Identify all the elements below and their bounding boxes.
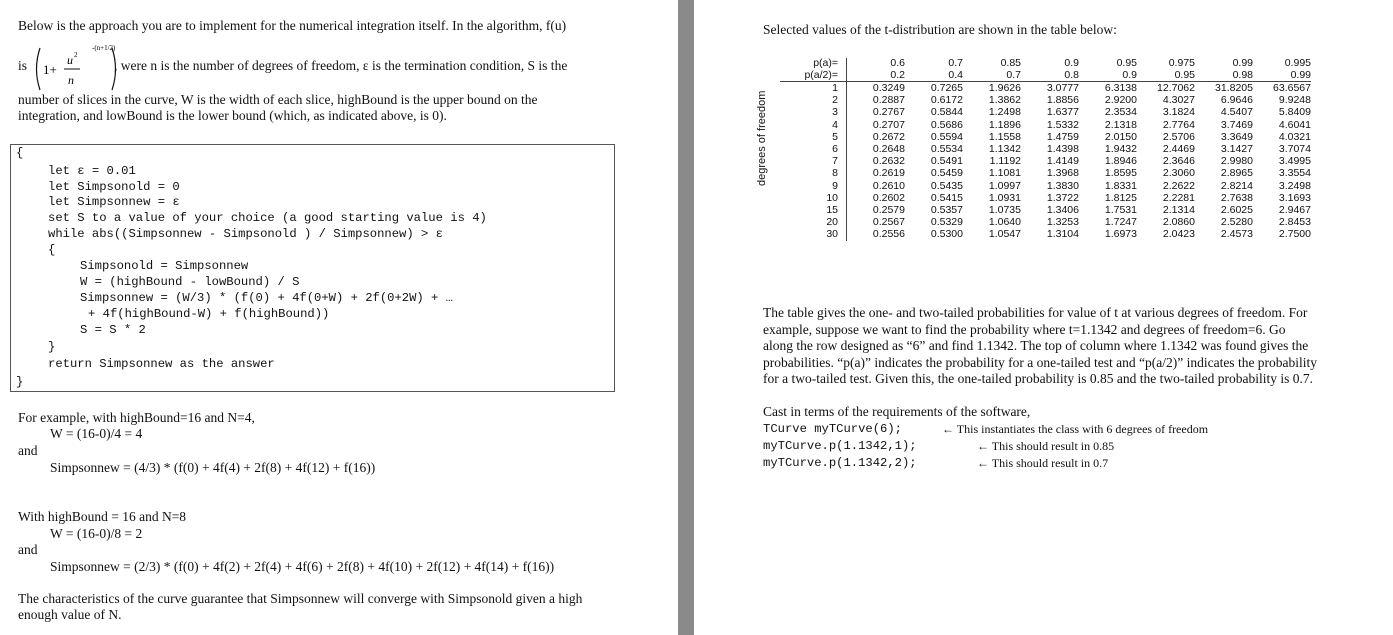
- formula-num: u: [67, 53, 73, 67]
- header-cell: 0.99: [1253, 70, 1311, 82]
- header-cell: 0.2: [847, 70, 906, 82]
- table-cell: 4.5407: [1220, 106, 1253, 119]
- table-cell: 1.3830: [1046, 179, 1079, 192]
- table-row: [780, 131, 1311, 143]
- left-page: [0, 0, 678, 635]
- table-cell: 1.3406: [1046, 204, 1079, 217]
- table-cell: 1.8946: [1104, 155, 1137, 168]
- table-cell: 1.1192: [989, 155, 1021, 168]
- page-gutter: [678, 0, 694, 635]
- code-line: set S to a value of your choice (a good starting value is 4): [48, 211, 487, 225]
- table-cell: 0.2632: [872, 155, 905, 168]
- code-line: + 4f(highBound-W) + f(highBound)): [88, 307, 330, 321]
- table-cell: 1.7531: [1104, 204, 1137, 217]
- code-line: let Simpsonold = 0: [48, 180, 180, 194]
- table-row: [780, 216, 1311, 228]
- table-cell: 0.2767: [872, 106, 905, 119]
- table-cell: 2.3646: [1162, 155, 1195, 168]
- table-cell: 0.2619: [872, 167, 905, 180]
- code-line: W = (highBound - lowBound) / S: [80, 275, 300, 289]
- code-line: {: [48, 243, 56, 257]
- table-cell: 0.5357: [930, 204, 963, 217]
- table-cell: 4.3027: [1162, 94, 1195, 107]
- header-cell: 0.99: [1232, 57, 1253, 69]
- table-cell: 1.3722: [1046, 191, 1079, 204]
- table-row: [780, 204, 1311, 216]
- table-row: [780, 94, 1311, 106]
- header-cell: 0.7: [963, 70, 1021, 82]
- table-cell: 63.6567: [1273, 82, 1311, 94]
- explanation-line: along the row designed as “6” and find 1.1342. The top of column where 1.1342 was found gives the: [763, 338, 1309, 353]
- table-cell: 0.2556: [872, 228, 905, 241]
- table-cell: 2.9200: [1104, 94, 1137, 107]
- table-cell: 0.5329: [930, 216, 963, 229]
- t-distribution-table: [780, 58, 1311, 241]
- header-cell: 0.9: [1079, 70, 1137, 82]
- table-cell: 2.1318: [1104, 118, 1137, 131]
- table-cell: 0.5594: [930, 130, 963, 143]
- table-cell: 5.8409: [1278, 106, 1311, 119]
- table-cell: 4.0321: [1278, 130, 1311, 143]
- table-cell: 3.0777: [1046, 82, 1079, 94]
- example2-line2: W = (16-0)/8 = 2: [50, 526, 143, 541]
- table-cell: 3.3554: [1278, 167, 1311, 180]
- df-cell: 9: [780, 180, 847, 192]
- table-cell: 1.2498: [988, 106, 1021, 119]
- table-cell: 2.4573: [1220, 228, 1253, 241]
- table-cell: 0.2887: [872, 94, 905, 107]
- table-cell: 3.1824: [1162, 106, 1195, 119]
- table-row: [780, 167, 1311, 179]
- table-row: [780, 180, 1311, 192]
- df-cell: 5: [780, 131, 847, 143]
- table-cell: 1.9626: [988, 82, 1021, 94]
- header-cell: 0.8: [1021, 70, 1079, 82]
- table-cell: 2.1314: [1162, 204, 1195, 217]
- table-row: [780, 228, 1311, 240]
- table-cell: 2.9980: [1220, 155, 1253, 168]
- table-cell: 1.0547: [988, 228, 1021, 241]
- table-cell: 2.7764: [1162, 118, 1195, 131]
- and-word: and: [18, 542, 38, 557]
- code-example-note: ← This should result in 0.7: [977, 456, 1109, 470]
- explanation-line: for a two-tailed test. Given this, the one-tailed probability is 0.85 and the two-tailed probability is 0.7.: [763, 371, 1314, 386]
- formula-num-exp: 2: [74, 51, 78, 59]
- code-line: Simpsonnew = (W/3) * (f(0) + 4f(0+W) + 2f(0+2W) + …: [80, 291, 453, 305]
- header-cell: 0.95: [1137, 70, 1195, 82]
- example1-line1: For example, with highBound=16 and N=4,: [18, 410, 255, 425]
- header-cell: 0.85: [1000, 57, 1021, 69]
- degrees-of-freedom-label: degrees of freedom: [756, 90, 768, 186]
- table-cell: 1.1896: [988, 118, 1021, 131]
- table-cell: 3.1693: [1278, 191, 1311, 204]
- table-cell: 1.8595: [1104, 167, 1137, 180]
- header-cell: 0.95: [1116, 57, 1137, 69]
- code-line: S = S * 2: [80, 323, 146, 337]
- table-cell: 1.8125: [1104, 191, 1137, 204]
- header-label: p(a/2)=: [780, 70, 847, 82]
- table-row: [780, 106, 1311, 118]
- table-cell: 0.5534: [930, 143, 963, 156]
- table-cell: 2.2281: [1162, 191, 1195, 204]
- intro-text: Below is the approach you are to implement for the numerical integration itself. In the algorithm, f(u): [18, 18, 567, 33]
- para2-line2: integration, and lowBound is the lower bound (which, as indicated above, is 0).: [18, 108, 447, 123]
- code-close-brace: }: [16, 375, 24, 389]
- header-row-p-a: [780, 58, 1311, 70]
- code-example-note: ← This instantiates the class with 6 degrees of freedom: [942, 422, 1209, 436]
- example1-line3: Simpsonnew = (4/3) * (f(0) + 4f(4) + 2f(8) + 4f(12) + f(16)): [50, 460, 376, 475]
- code-example: myTCurve.p(1.1342,2);: [763, 456, 917, 470]
- table-cell: 2.3060: [1162, 167, 1195, 180]
- para2-line1: number of slices in the curve, W is the width of each slice, highBound is the upper bound on the: [18, 92, 538, 107]
- explanation-line: The table gives the one- and two-tailed probabilities for value of t at various degrees of freedom. For: [763, 305, 1308, 320]
- header-cell: 0.7: [948, 57, 963, 69]
- table-cell: 0.3249: [872, 82, 905, 94]
- code-line: }: [48, 340, 56, 354]
- table-cell: 1.9432: [1104, 143, 1137, 156]
- table-cell: 3.3649: [1220, 130, 1253, 143]
- table-cell: 0.2672: [872, 130, 905, 143]
- table-row: [780, 143, 1311, 155]
- table-cell: 2.2622: [1162, 179, 1195, 192]
- df-cell: 15: [780, 204, 847, 216]
- code-example: myTCurve.p(1.1342,1);: [763, 439, 917, 453]
- table-cell: 1.6973: [1104, 228, 1137, 241]
- table-cell: 1.1342: [988, 143, 1021, 156]
- table-cell: 2.8214: [1220, 179, 1253, 192]
- table-cell: 1.8331: [1104, 179, 1137, 192]
- table-cell: 2.7638: [1220, 191, 1253, 204]
- table-cell: 2.3534: [1104, 106, 1137, 119]
- df-cell: 20: [780, 216, 847, 228]
- conclusion-line1: The characteristics of the curve guarantee that Simpsonnew will converge with Simpsonold given a high: [18, 591, 583, 606]
- table-cell: 6.3138: [1104, 82, 1137, 94]
- table-cell: 0.2707: [872, 118, 905, 131]
- df-cell: 30: [780, 228, 847, 240]
- table-cell: 3.1427: [1220, 143, 1253, 156]
- table-cell: 3.7469: [1220, 118, 1253, 131]
- header-row-p-a-2: [780, 70, 1311, 82]
- header-cell: 0.975: [1168, 57, 1195, 69]
- df-cell: 6: [780, 143, 847, 155]
- df-cell: 2: [780, 94, 847, 106]
- header-cell: 0.6: [890, 57, 905, 69]
- table-cell: 0.2602: [872, 191, 905, 204]
- explanation-line: probabilities. “p(a)” indicates the probability for a one-tailed test and “p(a/2)” indicates the probability: [763, 354, 1318, 370]
- df-cell: 1: [780, 82, 847, 95]
- table-cell: 0.5491: [930, 155, 963, 168]
- table-cell: 4.6041: [1278, 118, 1311, 131]
- example2-line1: With highBound = 16 and N=8: [18, 509, 187, 524]
- formula-outer-exp: -(n+1/2): [92, 44, 116, 52]
- table-cell: 1.1558: [988, 130, 1021, 143]
- code-line: let Simpsonnew = ε: [48, 195, 180, 209]
- after-formula-text: , were n is the number of degrees of freedom, ε is the termination condition, S is the: [114, 58, 568, 73]
- table-cell: 2.0860: [1162, 216, 1195, 229]
- explanation-line: example, suppose we want to find the probability where t=1.1342 and degrees of freedom=6. Go: [763, 321, 1286, 337]
- table-cell: 2.9467: [1278, 204, 1311, 217]
- table-row: [780, 82, 1311, 95]
- table-row: [780, 119, 1311, 131]
- df-cell: 3: [780, 106, 847, 118]
- code-line: let ε = 0.01: [48, 164, 136, 178]
- is-word: is: [18, 58, 28, 73]
- header-cell: 0.9: [1064, 57, 1079, 69]
- example2-line3: Simpsonnew = (2/3) * (f(0) + 4f(2) + 2f(4) + 4f(6) + 2f(8) + 4f(10) + 2f(12) + 4f(14) + f(16)): [50, 559, 555, 574]
- df-cell: 8: [780, 167, 847, 179]
- conclusion-line2: enough value of N.: [18, 607, 122, 622]
- table-cell: 2.0423: [1162, 228, 1195, 241]
- code-line: return Simpsonnew as the answer: [48, 357, 275, 371]
- table-cell: 2.0150: [1104, 130, 1137, 143]
- table-cell: 2.6025: [1220, 204, 1253, 217]
- table-cell: 3.2498: [1278, 179, 1311, 192]
- table-cell: 0.5415: [930, 191, 963, 204]
- table-cell: 1.4398: [1046, 143, 1079, 156]
- example1-line2: W = (16-0)/4 = 4: [50, 426, 143, 441]
- table-cell: 2.5706: [1162, 130, 1195, 143]
- df-cell: 10: [780, 192, 847, 204]
- table-cell: 0.2579: [872, 204, 905, 217]
- table-cell: 0.5459: [930, 167, 963, 180]
- table-cell: 0.5300: [930, 228, 963, 241]
- table-cell: 1.3104: [1046, 228, 1079, 241]
- code-open-brace: {: [16, 146, 24, 160]
- table-cell: 2.8453: [1278, 216, 1311, 229]
- table-cell: 0.2648: [872, 143, 905, 156]
- table-cell: 0.5844: [930, 106, 963, 119]
- formula-den: n: [68, 73, 74, 87]
- table-cell: 1.3253: [1046, 216, 1079, 229]
- code-line: while abs((Simpsonnew - Simpsonold ) / Simpsonnew) > ε: [48, 227, 443, 241]
- table-cell: 0.6172: [930, 94, 963, 107]
- header-label: p(a)=: [780, 58, 847, 70]
- table-cell: 1.4759: [1046, 130, 1079, 143]
- table-cell: 3.7074: [1278, 143, 1311, 156]
- df-cell: 4: [780, 119, 847, 131]
- and-word: and: [18, 443, 38, 458]
- table-cell: 1.3862: [988, 94, 1021, 107]
- formula-one: 1+: [43, 62, 57, 77]
- f-of-u-formula: [32, 38, 124, 100]
- table-cell: 2.8965: [1220, 167, 1253, 180]
- header-cell: 0.4: [905, 70, 963, 82]
- header-cell: 0.98: [1195, 70, 1253, 82]
- table-cell: 0.2567: [872, 216, 905, 229]
- table-cell: 1.6377: [1046, 106, 1079, 119]
- table-cell: 1.0997: [988, 179, 1021, 192]
- table-cell: 0.7265: [930, 82, 963, 94]
- table-cell: 1.1081: [988, 167, 1021, 180]
- table-row: [780, 192, 1311, 204]
- table-cell: 12.7062: [1157, 82, 1195, 94]
- table-cell: 1.8856: [1046, 94, 1079, 107]
- table-cell: 1.3968: [1046, 167, 1079, 180]
- table-cell: 2.7500: [1278, 228, 1311, 241]
- table-cell: 1.4149: [1046, 155, 1079, 168]
- df-cell: 7: [780, 155, 847, 167]
- table-cell: 1.5332: [1046, 118, 1079, 131]
- table-cell: 0.5435: [930, 179, 963, 192]
- table-cell: 2.4469: [1162, 143, 1195, 156]
- code-example: TCurve myTCurve(6);: [763, 422, 902, 436]
- table-cell: 3.4995: [1278, 155, 1311, 168]
- table-cell: 0.2610: [872, 179, 905, 192]
- right-heading: Selected values of the t-distribution are shown in the table below:: [763, 22, 1117, 37]
- table-cell: 1.0735: [988, 204, 1021, 217]
- table-cell: 31.8205: [1215, 82, 1253, 94]
- code-line: Simpsonold = Simpsonnew: [80, 259, 249, 273]
- cast-heading: Cast in terms of the requirements of the software,: [763, 404, 1031, 419]
- table-row: [780, 155, 1311, 167]
- table-cell: 1.0931: [988, 191, 1021, 204]
- table-cell: 1.0640: [988, 216, 1021, 229]
- table-cell: 0.5686: [930, 118, 963, 131]
- right-page: [694, 0, 1393, 635]
- table-cell: 1.7247: [1104, 216, 1137, 229]
- header-cell: 0.995: [1284, 57, 1311, 69]
- table-cell: 6.9646: [1220, 94, 1253, 107]
- table-cell: 9.9248: [1278, 94, 1311, 107]
- table-cell: 2.5280: [1220, 216, 1253, 229]
- code-example-note: ← This should result in 0.85: [977, 439, 1115, 453]
